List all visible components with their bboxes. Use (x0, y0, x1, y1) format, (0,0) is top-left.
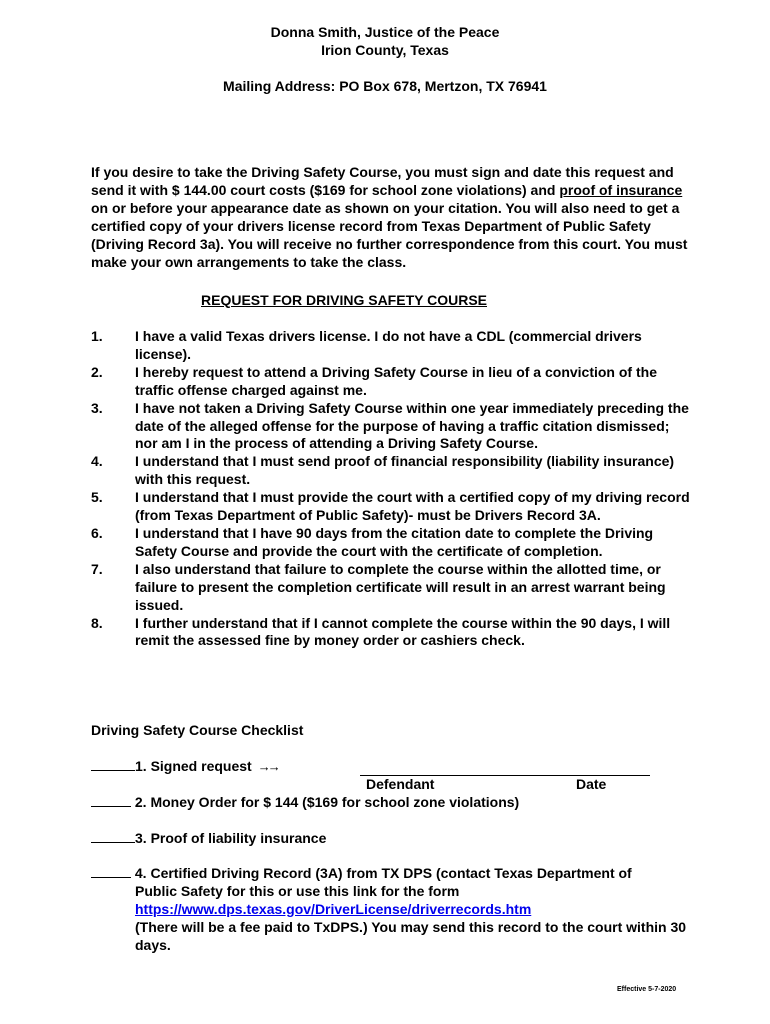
list-item: 8. I further understand that if I cannot complete the course within the 90 days, I will remit the assessed fine by money order or cashiers check. (91, 614, 671, 649)
driver-records-link[interactable]: https://www.dps.texas.gov/DriverLicense/driverrecords.htm (135, 900, 532, 917)
checkbox-blank-2[interactable] (91, 794, 131, 807)
intro-text-1: If you desire to take the Driving Safety Course, you must sign and date this request and send it with $ 144.00 court costs ($169 for school zone violations) and (91, 164, 674, 198)
list-item: 1. I have a valid Texas drivers license. I do not have a CDL (commercial drivers license). (91, 328, 642, 362)
mailing-address: Mailing Address: PO Box 678, Mertzon, TX 76941 (223, 78, 547, 94)
list-item: 2. I hereby request to attend a Driving Safety Course in lieu of a conviction of the traffic offense charged against me. (91, 363, 657, 398)
list-item: 4. I understand that I must send proof of financial responsibility (liability insurance) with this request. (91, 453, 675, 488)
checkbox-blank-4[interactable] (91, 865, 131, 878)
proof-of-insurance-text: proof of insurance (559, 181, 683, 198)
county-name: Irion County, Texas (321, 42, 449, 58)
defendant-label: Defendant (366, 776, 435, 792)
list-item: 3. I have not taken a Driving Safety Course within one year immediately preceding the date of the alleged offense for the purpose of having a traffic citation dismissed; nor am I in the process of attending a Driving Safety Course. (91, 399, 689, 452)
list-item: 7. I also understand that failure to complete the course within the allotted time, or failure to present the completion certificate will result in an arrest warrant being issued. (91, 560, 666, 613)
intro-text-2: on or before your appearance date as shown on your citation. You will also need to get a certified copy of your drivers license record from Texas Department of Public Safety (Driving Record 3a). You will receive no further correspondence from this court. You must make your own arrangements to take the class. (91, 199, 688, 270)
checklist-item-insurance: 3. Proof of liability insurance (91, 829, 326, 847)
checklist-title: Driving Safety Course Checklist (91, 722, 304, 738)
checkbox-blank-3[interactable] (91, 830, 135, 843)
checklist-item-driving-record: 4. Certified Driving Record (3A) from TX DPS (contact Texas Department of Public Safety for this or use this link for the form https://www.dps.texas.gov/DriverLicense/driverrecords.htm (There will be a fee paid to TxDPS.) You may send this record to the court within 30 days. (91, 865, 691, 955)
list-item: 5. I understand that I must provide the court with a certified copy of my driving record (from Texas Department of Public Safety)- must be Drivers Record 3A. (91, 489, 690, 524)
checklist-item-signed-request: 1. Signed request →→ (91, 757, 278, 776)
request-title: REQUEST FOR DRIVING SAFETY COURSE (201, 292, 487, 308)
checkbox-blank-1[interactable] (91, 758, 135, 771)
court-name: Donna Smith, Justice of the Peace (270, 24, 500, 40)
effective-date: Effective 5-7-2020 (617, 986, 677, 993)
intro-paragraph (91, 164, 691, 271)
checklist-item-money-order: 2. Money Order for $ 144 ($169 for school zone violations) (91, 793, 519, 811)
date-label: Date (576, 776, 607, 792)
request-statements-list (91, 328, 691, 650)
right-arrows-icon: →→ (257, 759, 278, 774)
list-item: 6. I understand that I have 90 days from the citation date to complete the Driving Safety Course and provide the court with the certificate of completion. (91, 524, 654, 559)
